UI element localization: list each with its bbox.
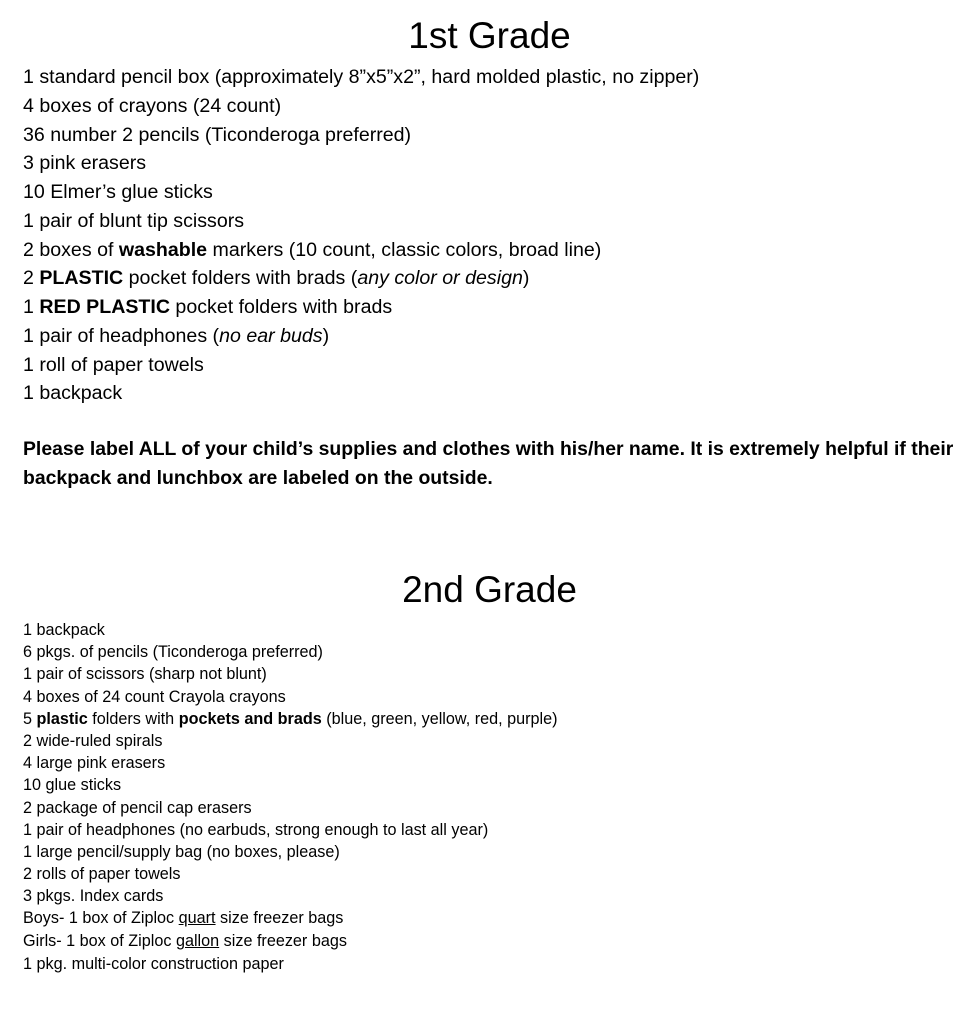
list-item: 1 RED PLASTIC pocket folders with brads (23, 296, 393, 318)
list-item: 1 standard pencil box (approximately 8”x5”x2”, hard molded plastic, no zipper) (23, 66, 700, 88)
list-item: 1 backpack (23, 621, 105, 639)
grade2-title: 2nd Grade (402, 569, 577, 610)
list-item: 10 glue sticks (23, 776, 122, 795)
emphasis-text: RED PLASTIC (39, 296, 170, 318)
labeling-note: Please label ALL of your child’s supplies and clothes with his/her name. It is extremely helpful if their backpack and lunchbox are labeled on the outside. (23, 438, 954, 489)
list-item: 2 package of pencil cap erasers (23, 798, 252, 817)
list-item: Boys- 1 box of Ziploc quart size freezer bags (23, 908, 344, 927)
list-item: 5 plastic folders with pockets and brads (blue, green, yellow, red, purple) (23, 709, 558, 728)
list-item: 2 boxes of washable markers (10 count, classic colors, broad line) (23, 238, 602, 261)
list-item: Girls- 1 box of Ziploc gallon size freezer bags (23, 931, 347, 950)
list-item: 10 Elmer’s glue sticks (23, 181, 213, 203)
italic-text: no ear buds (219, 324, 323, 347)
list-item: 1 pair of scissors (sharp not blunt) (23, 665, 267, 684)
list-item: 4 boxes of 24 count Crayola crayons (23, 687, 286, 706)
emphasis-text: plastic (36, 709, 88, 728)
list-item: 2 wide-ruled spirals (23, 732, 163, 751)
grade2-supply-list (23, 619, 557, 975)
list-item: 2 PLASTIC pocket folders with brads (any color or design) (23, 267, 530, 290)
underlined-text: quart (178, 908, 216, 927)
list-item: 3 pink erasers (23, 152, 147, 175)
emphasis-text: pockets and brads (178, 709, 322, 728)
emphasis-text: PLASTIC (39, 267, 124, 290)
list-item: 3 pkgs. Index cards (23, 887, 164, 906)
list-item: 1 pair of blunt tip scissors (23, 209, 245, 232)
grade1-supply-list (23, 63, 699, 408)
list-item: 4 boxes of crayons (24 count) (23, 94, 282, 117)
list-item: 4 large pink erasers (23, 754, 166, 773)
list-item: 1 large pencil/supply bag (no boxes, please) (23, 843, 340, 862)
italic-text: any color or design (357, 267, 523, 290)
list-item: 36 number 2 pencils (Ticonderoga preferred) (23, 123, 412, 146)
list-item: 1 pair of headphones (no earbuds, strong enough to last all year) (23, 820, 489, 839)
list-item: 1 backpack (23, 382, 123, 405)
list-item: 2 rolls of paper towels (23, 865, 181, 884)
list-item: 1 pair of headphones (no ear buds) (23, 324, 330, 347)
list-item: 6 pkgs. of pencils (Ticonderoga preferred) (23, 643, 323, 662)
list-item: 1 roll of paper towels (23, 353, 204, 376)
list-item: 1 pkg. multi-color construction paper (23, 955, 284, 974)
grade1-title: 1st Grade (408, 15, 571, 56)
emphasis-text: washable (118, 238, 208, 261)
underlined-text: gallon (175, 931, 220, 950)
